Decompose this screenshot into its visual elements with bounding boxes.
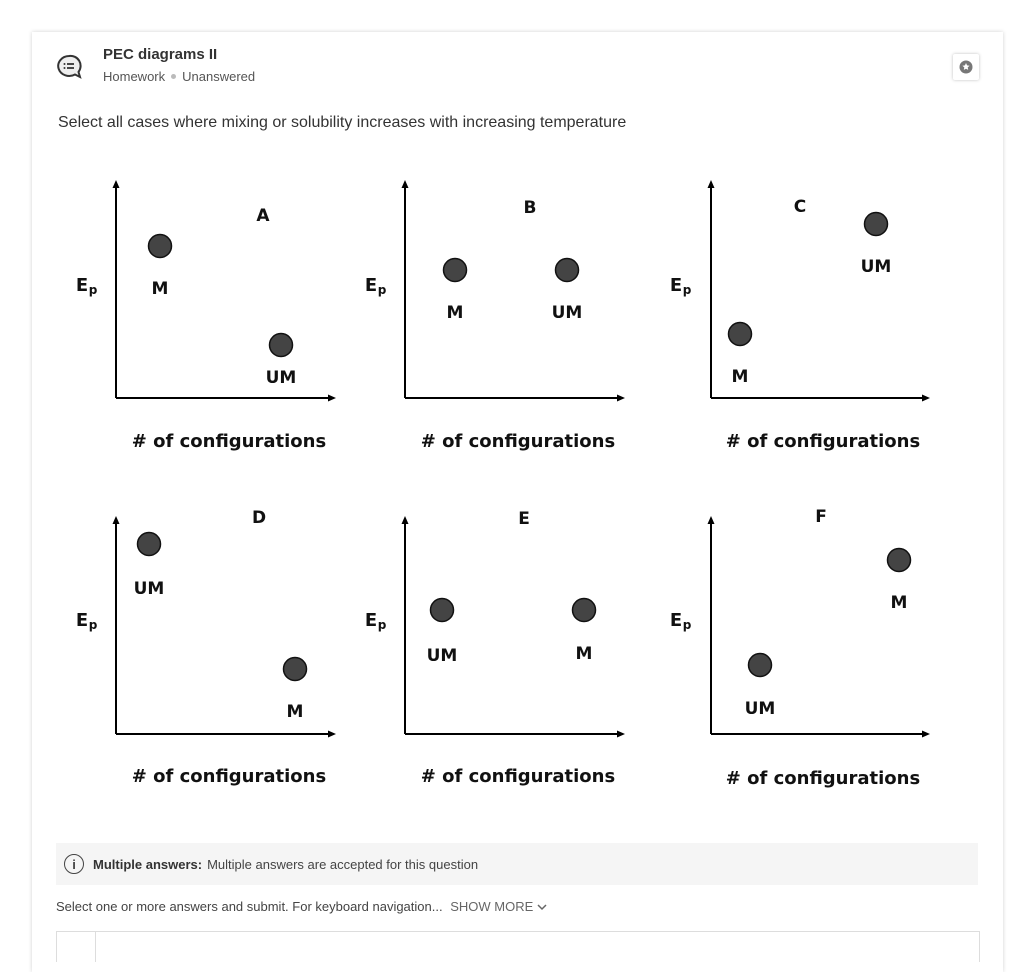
state-label: M — [151, 279, 169, 299]
diagram-c — [670, 180, 930, 452]
y-axis-arrow — [708, 180, 715, 188]
state-label: UM — [551, 303, 583, 323]
y-axis-arrow — [402, 516, 409, 524]
y-axis-label: E — [669, 610, 683, 631]
y-axis-subscript: p — [682, 618, 692, 632]
instructions — [56, 899, 547, 914]
diagram-label: D — [251, 508, 267, 528]
x-axis-arrow — [328, 731, 336, 738]
state-point — [749, 654, 772, 677]
y-axis-subscript: p — [377, 618, 387, 632]
chevron-down-icon — [537, 904, 547, 911]
info-icon: i — [64, 854, 84, 874]
state-label: M — [731, 367, 749, 387]
diagram-e — [365, 509, 625, 787]
state-label: M — [446, 303, 464, 323]
y-axis-label: E — [669, 275, 683, 296]
state-label: UM — [133, 579, 165, 599]
state-point — [138, 533, 161, 556]
notice-text: Multiple answers are accepted for this question — [207, 856, 479, 872]
x-axis-label: # of configurations — [420, 431, 616, 452]
x-axis-arrow — [922, 731, 930, 738]
state-point — [284, 658, 307, 681]
diagram-label: A — [256, 206, 270, 226]
state-label: UM — [744, 699, 776, 719]
y-axis-arrow — [402, 180, 409, 188]
x-axis-label: # of configurations — [725, 768, 921, 789]
diagram-label: C — [793, 197, 807, 217]
multiple-answers-notice — [56, 843, 978, 885]
x-axis-label: # of configurations — [131, 431, 327, 452]
state-point — [270, 334, 293, 357]
state-label: UM — [860, 257, 892, 277]
state-label: M — [575, 644, 593, 664]
y-axis-arrow — [113, 180, 120, 188]
state-label: UM — [426, 646, 458, 666]
y-axis-subscript: p — [88, 283, 98, 297]
show-more-label: SHOW MORE — [450, 899, 534, 914]
state-label: M — [286, 702, 304, 722]
diagram-label: F — [815, 507, 827, 527]
question-title: PEC diagrams II — [103, 46, 218, 63]
x-axis-label: # of configurations — [420, 766, 616, 787]
instructions-text: Select one or more answers and submit. For keyboard navigation... — [56, 899, 443, 914]
question-category: Homework — [103, 69, 166, 84]
diagram-a — [76, 180, 336, 452]
y-axis-arrow — [113, 516, 120, 524]
diagram-b — [365, 180, 625, 452]
y-axis-subscript: p — [88, 618, 98, 632]
state-point — [556, 259, 579, 282]
state-point — [444, 259, 467, 282]
x-axis-arrow — [922, 395, 930, 402]
diagram-label: E — [518, 509, 530, 529]
x-axis-label: # of configurations — [131, 766, 327, 787]
state-point — [431, 599, 454, 622]
diagram-f — [670, 507, 930, 789]
x-axis-label: # of configurations — [725, 431, 921, 452]
y-axis-label: E — [364, 275, 378, 296]
y-axis-arrow — [708, 516, 715, 524]
x-axis-arrow — [617, 731, 625, 738]
x-axis-arrow — [617, 395, 625, 402]
state-point — [888, 549, 911, 572]
state-point — [573, 599, 596, 622]
state-point — [865, 213, 888, 236]
question-status: Unanswered — [182, 69, 256, 84]
state-point — [149, 235, 172, 258]
diagram-label: B — [523, 198, 537, 218]
answer-divider — [95, 932, 96, 962]
diagram-d — [76, 508, 336, 787]
show-more-button[interactable] — [450, 899, 547, 914]
question-prompt: Select all cases where mixing or solubility increases with increasing temperature — [58, 114, 627, 131]
state-label: M — [890, 593, 908, 613]
y-axis-label: E — [364, 610, 378, 631]
state-point — [729, 323, 752, 346]
x-axis-arrow — [328, 395, 336, 402]
y-axis-subscript: p — [682, 283, 692, 297]
y-axis-subscript: p — [377, 283, 387, 297]
notice-label: Multiple answers: — [93, 856, 203, 872]
state-label: UM — [265, 368, 297, 388]
y-axis-label: E — [75, 610, 89, 631]
y-axis-label: E — [75, 275, 89, 296]
